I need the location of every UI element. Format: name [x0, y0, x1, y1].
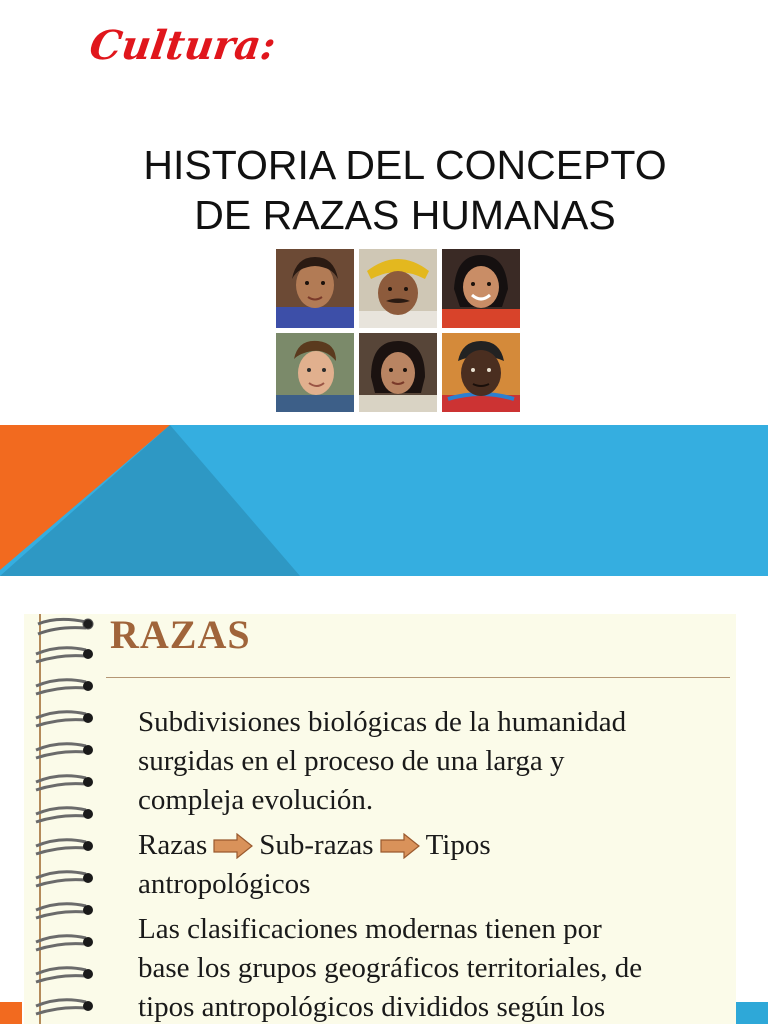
text-line: compleja evolución.: [138, 784, 374, 816]
chain-item-subrazas: Sub-razas: [259, 829, 374, 861]
slide-razas: [0, 576, 768, 1024]
text-line: Las clasificaciones modernas tienen por: [138, 913, 602, 945]
text-line: base los grupos geográficos territoriales, de: [138, 952, 643, 984]
text-line: surgidas en el proceso de una larga y: [138, 745, 565, 777]
chain-item-razas: Razas: [138, 829, 208, 861]
paragraph-definition: [138, 703, 738, 820]
corner-accent-orange: [0, 1002, 22, 1024]
paragraph-hierarchy: [138, 826, 738, 904]
right-arrow-icon: [380, 833, 420, 859]
cultura-label: Cultura:: [86, 22, 279, 69]
face-photo-1: [276, 249, 354, 328]
face-photo-4: [276, 333, 354, 412]
faces-photo-grid: [276, 249, 520, 412]
razas-heading: RAZAS: [110, 612, 251, 657]
right-arrow-icon: [213, 833, 253, 859]
face-photo-3: [442, 249, 520, 328]
paragraph-classification: [138, 910, 738, 1024]
decorative-color-band: [0, 425, 768, 576]
text-line: antropológicos: [138, 868, 311, 900]
heading-divider: [106, 677, 730, 678]
title-line-1: HISTORIA DEL CONCEPTO: [143, 142, 667, 188]
hierarchy-chain: [138, 826, 491, 865]
corner-accent-blue: [736, 1002, 768, 1024]
slide-title-text: [0, 140, 768, 240]
title-line-2: DE RAZAS HUMANAS: [194, 192, 616, 238]
face-photo-2: [359, 249, 437, 328]
face-photo-5: [359, 333, 437, 412]
text-line: tipos antropológicos divididos según los: [138, 991, 606, 1023]
face-photo-6: [442, 333, 520, 412]
text-line: Subdivisiones biológicas de la humanidad: [138, 706, 627, 738]
spiral-binding: [24, 614, 104, 1024]
chain-item-tipos: Tipos: [425, 829, 491, 861]
